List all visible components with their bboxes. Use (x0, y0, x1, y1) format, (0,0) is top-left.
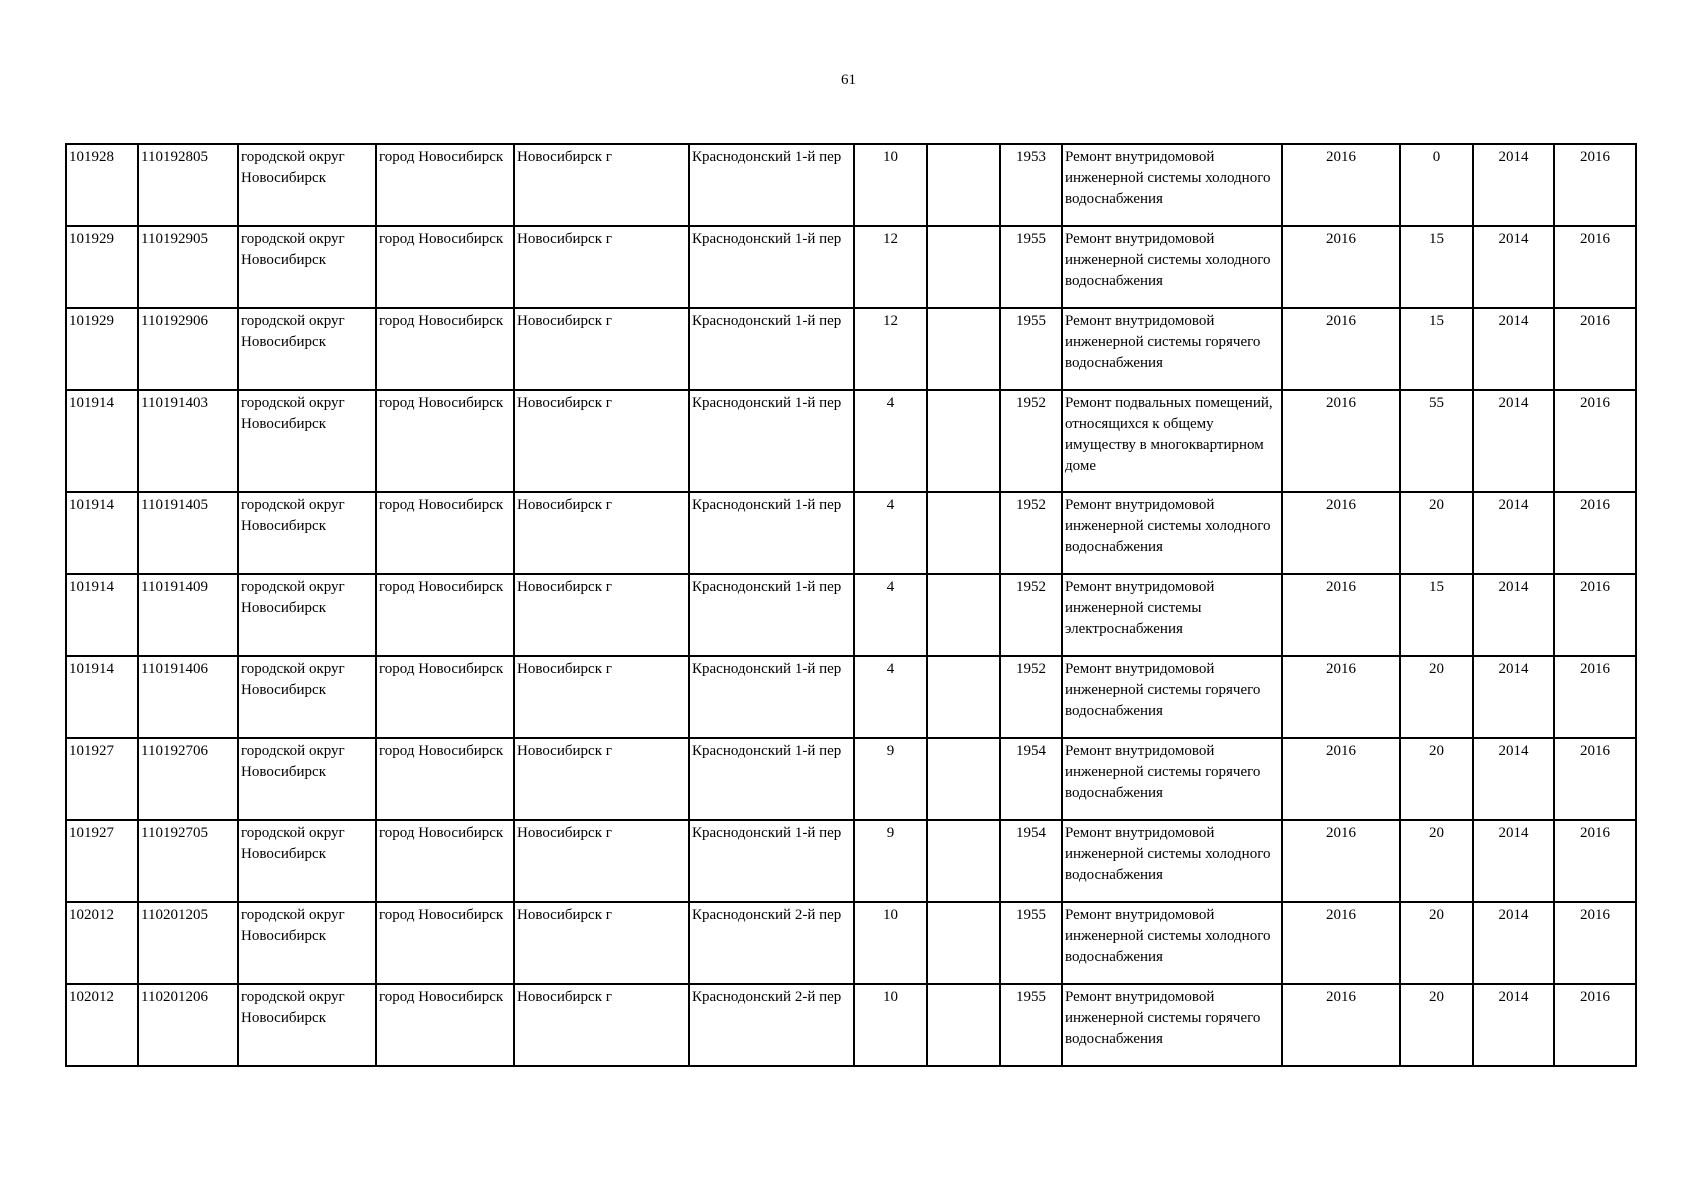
street-cell: Краснодонский 2-й пер (689, 902, 854, 984)
wear-percent-cell: 20 (1400, 492, 1473, 574)
period-start-cell: 2014 (1473, 984, 1554, 1066)
locality-cell: Новосибирск г (514, 390, 689, 492)
period-end-cell: 2016 (1554, 390, 1636, 492)
house-number-cell: 10 (854, 984, 927, 1066)
locality-cell: Новосибирск г (514, 738, 689, 820)
building-id-cell: 101927 (66, 738, 138, 820)
building-cell (927, 226, 1000, 308)
locality-cell: Новосибирск г (514, 820, 689, 902)
building-cell (927, 144, 1000, 226)
work-type-cell: Ремонт внутридомовой инженерной системы горячего водоснабжения (1062, 656, 1282, 738)
building-id-cell: 101914 (66, 574, 138, 656)
settlement-cell: город Новосибирск (376, 308, 514, 390)
work-type-cell: Ремонт внутридомовой инженерной системы холодного водоснабжения (1062, 226, 1282, 308)
table-row (66, 902, 1636, 984)
year-built-cell: 1952 (1000, 390, 1062, 492)
work-type-cell: Ремонт подвальных помещений, относящихся к общему имуществу в многоквартирном доме (1062, 390, 1282, 492)
plan-year-cell: 2016 (1282, 308, 1400, 390)
plan-year-cell: 2016 (1282, 226, 1400, 308)
period-start-cell: 2014 (1473, 492, 1554, 574)
table-row (66, 226, 1636, 308)
wear-percent-cell: 20 (1400, 738, 1473, 820)
work-type-cell: Ремонт внутридомовой инженерной системы горячего водоснабжения (1062, 738, 1282, 820)
work-id-cell: 110192706 (138, 738, 238, 820)
street-cell: Краснодонский 1-й пер (689, 308, 854, 390)
house-number-cell: 12 (854, 226, 927, 308)
plan-year-cell: 2016 (1282, 144, 1400, 226)
plan-year-cell: 2016 (1282, 738, 1400, 820)
year-built-cell: 1952 (1000, 574, 1062, 656)
locality-cell: Новосибирск г (514, 492, 689, 574)
work-type-cell: Ремонт внутридомовой инженерной системы электроснабжения (1062, 574, 1282, 656)
period-end-cell: 2016 (1554, 656, 1636, 738)
wear-percent-cell: 15 (1400, 308, 1473, 390)
municipality-cell: городской округ Новосибирск (238, 656, 376, 738)
building-id-cell: 102012 (66, 902, 138, 984)
street-cell: Краснодонский 1-й пер (689, 574, 854, 656)
plan-year-cell: 2016 (1282, 984, 1400, 1066)
building-id-cell: 101929 (66, 226, 138, 308)
building-id-cell: 101928 (66, 144, 138, 226)
period-end-cell: 2016 (1554, 492, 1636, 574)
period-start-cell: 2014 (1473, 226, 1554, 308)
work-id-cell: 110191405 (138, 492, 238, 574)
settlement-cell: город Новосибирск (376, 144, 514, 226)
table-row (66, 144, 1636, 226)
wear-percent-cell: 20 (1400, 820, 1473, 902)
plan-year-cell: 2016 (1282, 820, 1400, 902)
plan-year-cell: 2016 (1282, 656, 1400, 738)
year-built-cell: 1954 (1000, 738, 1062, 820)
table-row (66, 574, 1636, 656)
table-row (66, 308, 1636, 390)
municipality-cell: городской округ Новосибирск (238, 144, 376, 226)
work-type-cell: Ремонт внутридомовой инженерной системы холодного водоснабжения (1062, 492, 1282, 574)
work-id-cell: 110192905 (138, 226, 238, 308)
year-built-cell: 1955 (1000, 308, 1062, 390)
municipality-cell: городской округ Новосибирск (238, 738, 376, 820)
year-built-cell: 1955 (1000, 902, 1062, 984)
registry-table (65, 143, 1637, 1067)
settlement-cell: город Новосибирск (376, 390, 514, 492)
wear-percent-cell: 0 (1400, 144, 1473, 226)
building-id-cell: 101927 (66, 820, 138, 902)
period-start-cell: 2014 (1473, 820, 1554, 902)
building-id-cell: 101914 (66, 390, 138, 492)
work-id-cell: 110191409 (138, 574, 238, 656)
building-id-cell: 101914 (66, 492, 138, 574)
street-cell: Краснодонский 1-й пер (689, 738, 854, 820)
period-end-cell: 2016 (1554, 574, 1636, 656)
locality-cell: Новосибирск г (514, 574, 689, 656)
house-number-cell: 10 (854, 902, 927, 984)
year-built-cell: 1953 (1000, 144, 1062, 226)
table-row (66, 820, 1636, 902)
period-end-cell: 2016 (1554, 144, 1636, 226)
wear-percent-cell: 20 (1400, 902, 1473, 984)
wear-percent-cell: 20 (1400, 656, 1473, 738)
locality-cell: Новосибирск г (514, 226, 689, 308)
street-cell: Краснодонский 1-й пер (689, 656, 854, 738)
work-id-cell: 110192805 (138, 144, 238, 226)
period-start-cell: 2014 (1473, 656, 1554, 738)
settlement-cell: город Новосибирск (376, 492, 514, 574)
work-id-cell: 110191403 (138, 390, 238, 492)
street-cell: Краснодонский 1-й пер (689, 820, 854, 902)
house-number-cell: 4 (854, 492, 927, 574)
plan-year-cell: 2016 (1282, 574, 1400, 656)
settlement-cell: город Новосибирск (376, 574, 514, 656)
house-number-cell: 12 (854, 308, 927, 390)
building-cell (927, 738, 1000, 820)
plan-year-cell: 2016 (1282, 902, 1400, 984)
period-end-cell: 2016 (1554, 902, 1636, 984)
table-row (66, 390, 1636, 492)
work-id-cell: 110192705 (138, 820, 238, 902)
work-id-cell: 110192906 (138, 308, 238, 390)
municipality-cell: городской округ Новосибирск (238, 984, 376, 1066)
settlement-cell: город Новосибирск (376, 984, 514, 1066)
building-id-cell: 101929 (66, 308, 138, 390)
period-start-cell: 2014 (1473, 902, 1554, 984)
municipality-cell: городской округ Новосибирск (238, 820, 376, 902)
building-cell (927, 492, 1000, 574)
municipality-cell: городской округ Новосибирск (238, 226, 376, 308)
wear-percent-cell: 15 (1400, 226, 1473, 308)
year-built-cell: 1955 (1000, 226, 1062, 308)
work-type-cell: Ремонт внутридомовой инженерной системы холодного водоснабжения (1062, 144, 1282, 226)
period-start-cell: 2014 (1473, 144, 1554, 226)
locality-cell: Новосибирск г (514, 984, 689, 1066)
wear-percent-cell: 55 (1400, 390, 1473, 492)
building-cell (927, 902, 1000, 984)
period-end-cell: 2016 (1554, 820, 1636, 902)
settlement-cell: город Новосибирск (376, 656, 514, 738)
work-id-cell: 110201206 (138, 984, 238, 1066)
table-row (66, 656, 1636, 738)
table-row (66, 492, 1636, 574)
house-number-cell: 4 (854, 390, 927, 492)
house-number-cell: 4 (854, 656, 927, 738)
settlement-cell: город Новосибирск (376, 820, 514, 902)
building-id-cell: 102012 (66, 984, 138, 1066)
house-number-cell: 9 (854, 738, 927, 820)
year-built-cell: 1952 (1000, 492, 1062, 574)
building-cell (927, 820, 1000, 902)
work-type-cell: Ремонт внутридомовой инженерной системы холодного водоснабжения (1062, 902, 1282, 984)
period-end-cell: 2016 (1554, 984, 1636, 1066)
street-cell: Краснодонский 1-й пер (689, 390, 854, 492)
locality-cell: Новосибирск г (514, 308, 689, 390)
period-end-cell: 2016 (1554, 738, 1636, 820)
municipality-cell: городской округ Новосибирск (238, 308, 376, 390)
municipality-cell: городской округ Новосибирск (238, 492, 376, 574)
street-cell: Краснодонский 1-й пер (689, 226, 854, 308)
building-cell (927, 656, 1000, 738)
plan-year-cell: 2016 (1282, 390, 1400, 492)
building-cell (927, 390, 1000, 492)
municipality-cell: городской округ Новосибирск (238, 390, 376, 492)
building-id-cell: 101914 (66, 656, 138, 738)
work-type-cell: Ремонт внутридомовой инженерной системы горячего водоснабжения (1062, 308, 1282, 390)
work-type-cell: Ремонт внутридомовой инженерной системы холодного водоснабжения (1062, 820, 1282, 902)
building-cell (927, 308, 1000, 390)
street-cell: Краснодонский 2-й пер (689, 984, 854, 1066)
period-start-cell: 2014 (1473, 390, 1554, 492)
year-built-cell: 1954 (1000, 820, 1062, 902)
page-number: 61 (841, 72, 856, 88)
period-start-cell: 2014 (1473, 308, 1554, 390)
work-id-cell: 110191406 (138, 656, 238, 738)
table-row (66, 738, 1636, 820)
period-start-cell: 2014 (1473, 738, 1554, 820)
house-number-cell: 9 (854, 820, 927, 902)
street-cell: Краснодонский 1-й пер (689, 144, 854, 226)
table-row (66, 984, 1636, 1066)
plan-year-cell: 2016 (1282, 492, 1400, 574)
wear-percent-cell: 15 (1400, 574, 1473, 656)
work-type-cell: Ремонт внутридомовой инженерной системы горячего водоснабжения (1062, 984, 1282, 1066)
house-number-cell: 10 (854, 144, 927, 226)
work-id-cell: 110201205 (138, 902, 238, 984)
building-cell (927, 984, 1000, 1066)
municipality-cell: городской округ Новосибирск (238, 574, 376, 656)
period-start-cell: 2014 (1473, 574, 1554, 656)
locality-cell: Новосибирск г (514, 144, 689, 226)
locality-cell: Новосибирск г (514, 902, 689, 984)
settlement-cell: город Новосибирск (376, 226, 514, 308)
year-built-cell: 1952 (1000, 656, 1062, 738)
settlement-cell: город Новосибирск (376, 902, 514, 984)
house-number-cell: 4 (854, 574, 927, 656)
table-body (66, 144, 1636, 1066)
street-cell: Краснодонский 1-й пер (689, 492, 854, 574)
wear-percent-cell: 20 (1400, 984, 1473, 1066)
building-cell (927, 574, 1000, 656)
settlement-cell: город Новосибирск (376, 738, 514, 820)
period-end-cell: 2016 (1554, 226, 1636, 308)
municipality-cell: городской округ Новосибирск (238, 902, 376, 984)
year-built-cell: 1955 (1000, 984, 1062, 1066)
locality-cell: Новосибирск г (514, 656, 689, 738)
period-end-cell: 2016 (1554, 308, 1636, 390)
